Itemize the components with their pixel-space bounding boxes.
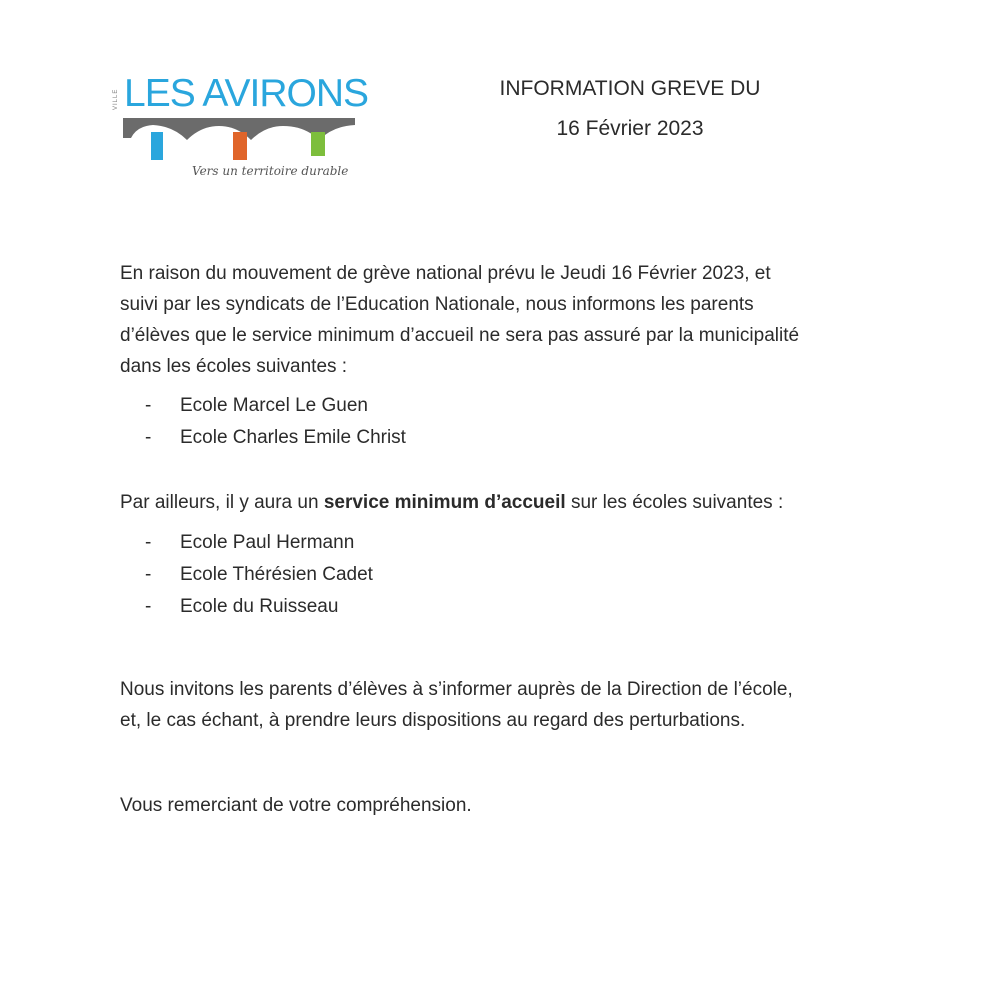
schools-without-service-list (120, 390, 890, 454)
logo-ville-label: VILLE (113, 88, 119, 110)
list-item: - Ecole Paul Hermann (145, 532, 355, 553)
heading-title: INFORMATION GREVE DU (499, 77, 761, 100)
heading-date: 16 Février 2023 (556, 117, 704, 140)
logo-bridge-icon (123, 118, 355, 162)
document-heading (470, 76, 790, 142)
list-item: - Ecole du Ruisseau (145, 596, 339, 617)
logo-title: LES AVIRONS (124, 72, 369, 115)
document-body (120, 258, 890, 821)
intro-paragraph: En raison du mouvement de grève national prévu le Jeudi 16 Février 2023, et suivi par les syndicats de l’Education Nationale, nous informons les parents d’élèves que le service minimum d’accueil ne sera pas assuré par la municipalité dans les écoles suivantes : (120, 263, 800, 377)
list-item: - Ecole Marcel Le Guen (145, 395, 368, 416)
logo-tagline: Vers un territoire durable (192, 164, 349, 178)
schools-with-service-list (120, 527, 890, 623)
invitation-paragraph: Nous invitons les parents d’élèves à s’informer auprès de la Direction de l’école, et, le cas échant, à prendre leurs dispositions au regard des perturbations. (120, 679, 793, 731)
list-item: - Ecole Charles Emile Christ (145, 427, 406, 448)
pillar-orange (233, 132, 247, 160)
logo (112, 70, 369, 190)
pillar-green (311, 132, 325, 156)
service-paragraph: Par ailleurs, il y aura un service minimum d’accueil sur les écoles suivantes : (120, 492, 784, 513)
pillar-blue (151, 132, 163, 160)
list-item: - Ecole Thérésien Cadet (145, 564, 373, 585)
closing-line: Vous remerciant de votre compréhension. (120, 795, 472, 816)
service-emphasis: service minimum d’accueil (323, 492, 566, 513)
